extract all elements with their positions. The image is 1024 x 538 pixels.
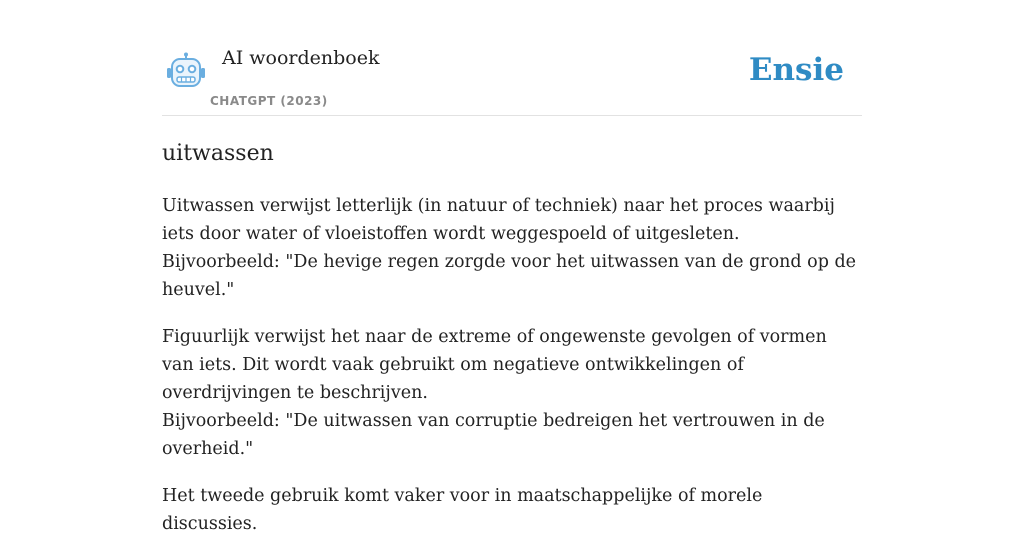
source-label: CHATGPT (2023) <box>210 94 328 108</box>
headword: uitwassen <box>162 141 274 166</box>
definition-example: Bijvoorbeeld: "De hevige regen zorgde voor het uitwassen van de grond op de heuvel." <box>162 252 857 300</box>
definition-figurative <box>162 323 862 463</box>
definition-example: Bijvoorbeeld: "De uitwassen van corruptie bedreigen het vertrouwen in de overheid." <box>162 411 825 459</box>
definition-literal <box>162 192 862 304</box>
ensie-logo[interactable]: Ensie <box>748 52 844 88</box>
definition-text: Uitwassen verwijst letterlijk (in natuur of techniek) naar het proces waarbij iets door water of vloeistoffen wordt weggespoeld of uitgesleten. <box>162 196 835 244</box>
definition-text: Figuurlijk verwijst het naar de extreme of ongewenste gevolgen of vormen van iets. Dit wordt vaak gebruikt om negatieve ontwikkelingen of overdrijvingen te beschrijven. <box>162 327 827 403</box>
usage-note: Het tweede gebruik komt vaker voor in maatschappelijke of morele discussies. <box>162 486 763 534</box>
entry-content <box>162 138 862 538</box>
dictionary-header <box>162 40 862 116</box>
dictionary-title[interactable]: AI woordenboek <box>222 47 380 69</box>
robot-icon <box>166 52 206 90</box>
